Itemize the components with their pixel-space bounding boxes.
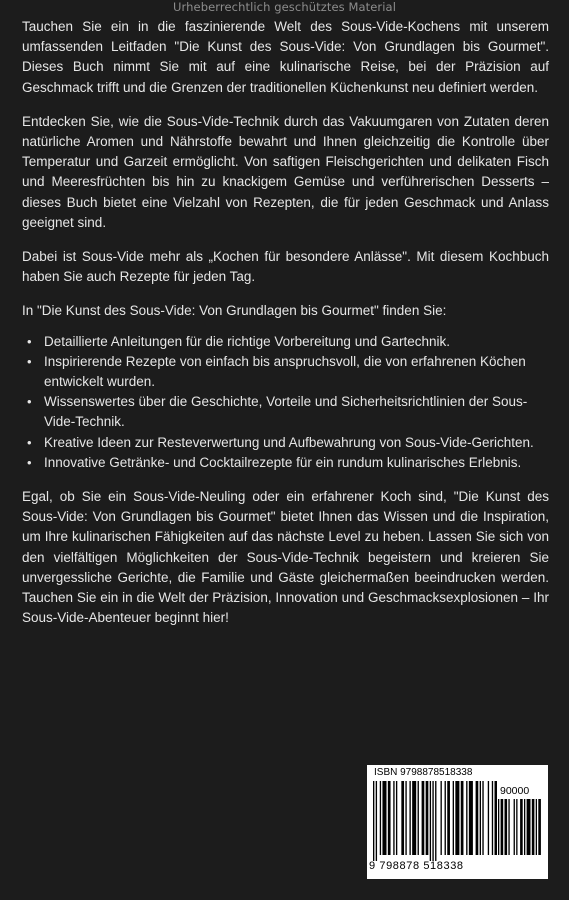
back-cover-text (22, 17, 549, 642)
list-item (22, 352, 549, 392)
isbn-digits: 9 798878 518338 (369, 860, 464, 872)
closing-paragraph: Egal, ob Sie ein Sous-Vide-Neuling oder ein erfahrener Koch sind, "Die Kunst des Sous-Vide: Von Grundlagen bis Gourmet" bietet Ihnen das Wissen und die Inspiration, um Ihre kulinarischen Fähigkeiten auf das nächste Level zu heben. Lassen Sie sich von den vielfältigen Möglichkeiten der Sous-Vide-Technik begeistern und kreieren Sie unvergessliche Gerichte, die Familie und Gäste gleichermaßen beeindrucken werden. Tauchen Sie ein in die Welt der Präzision, Innovation und Geschmacksexplosionen – Ihr Sous-Vide-Abenteuer beginnt hier! (22, 489, 549, 626)
list-intro-paragraph: In "Die Kunst des Sous-Vide: Von Grundlagen bis Gourmet" finden Sie: (22, 303, 447, 319)
feature-list (22, 332, 549, 473)
isbn-barcode-box (367, 765, 548, 879)
bullet-icon: • (27, 394, 32, 410)
price-code-label: 90000 (500, 785, 530, 797)
list-item-text: Inspirierende Rezepte von einfach bis anspruchsvoll, die von erfahrenen Köchen entwickelt wurden. (44, 353, 526, 390)
technique-paragraph: Entdecken Sie, wie die Sous-Vide-Technik durch das Vakuumgaren von Zutaten deren natürliche Aromen und Nährstoffe bewahrt und Ihnen gleichzeitig die Kontrolle über Temperatur und Garzeit ermöglicht. Von saftigen Fleischgerichten und delikaten Fisch und Meeresfrüchten bis hin zu knackigem Gemüse und verführerischen Desserts – dieses Buch bietet eine Vielzahl von Rezepten, die für jeden Geschmack und Anlass geeignet sind. (22, 113, 549, 230)
intro-paragraph: Tauchen Sie ein in die faszinierende Welt des Sous-Vide-Kochens mit unserem umfassenden Leitfaden "Die Kunst des Sous-Vide: Von Grundlagen bis Gourmet". Dieses Buch nimmt Sie mit auf eine kulinarische Reise, bei der Präzision auf Geschmack trifft und die Grenzen der traditionellen Küchenkunst neu definiert werden. (22, 19, 549, 95)
addon-barcode-icon (498, 799, 544, 861)
list-item-text: Wissenswertes über die Geschichte, Vorteile und Sicherheitsrichtlinien der Sous-Vide-Technik. (44, 394, 528, 430)
list-item-text: Detaillierte Anleitungen für die richtige Vorbereitung und Gartechnik. (44, 333, 450, 349)
bullet-icon: • (27, 333, 32, 349)
ean-barcode-icon (373, 781, 497, 861)
copyright-watermark-top: Urheberrechtlich geschütztes Material (173, 0, 396, 14)
bullet-icon: • (27, 434, 32, 450)
isbn-label: ISBN 9798878518338 (374, 767, 473, 778)
bullet-icon: • (27, 353, 32, 369)
list-item (22, 392, 549, 432)
list-item (22, 332, 549, 352)
list-item-text: Kreative Ideen zur Resteverwertung und Aufbewahrung von Sous-Vide-Gerichten. (44, 434, 534, 450)
list-item (22, 453, 549, 473)
everyday-paragraph: Dabei ist Sous-Vide mehr als „Kochen für besondere Anlässe". Mit diesem Kochbuch haben Sie auch Rezepte für jeden Tag. (22, 249, 549, 285)
list-item (22, 433, 549, 453)
bullet-icon: • (27, 454, 32, 470)
list-item-text: Innovative Getränke- und Cocktailrezepte für ein rundum kulinarisches Erlebnis. (44, 454, 522, 470)
